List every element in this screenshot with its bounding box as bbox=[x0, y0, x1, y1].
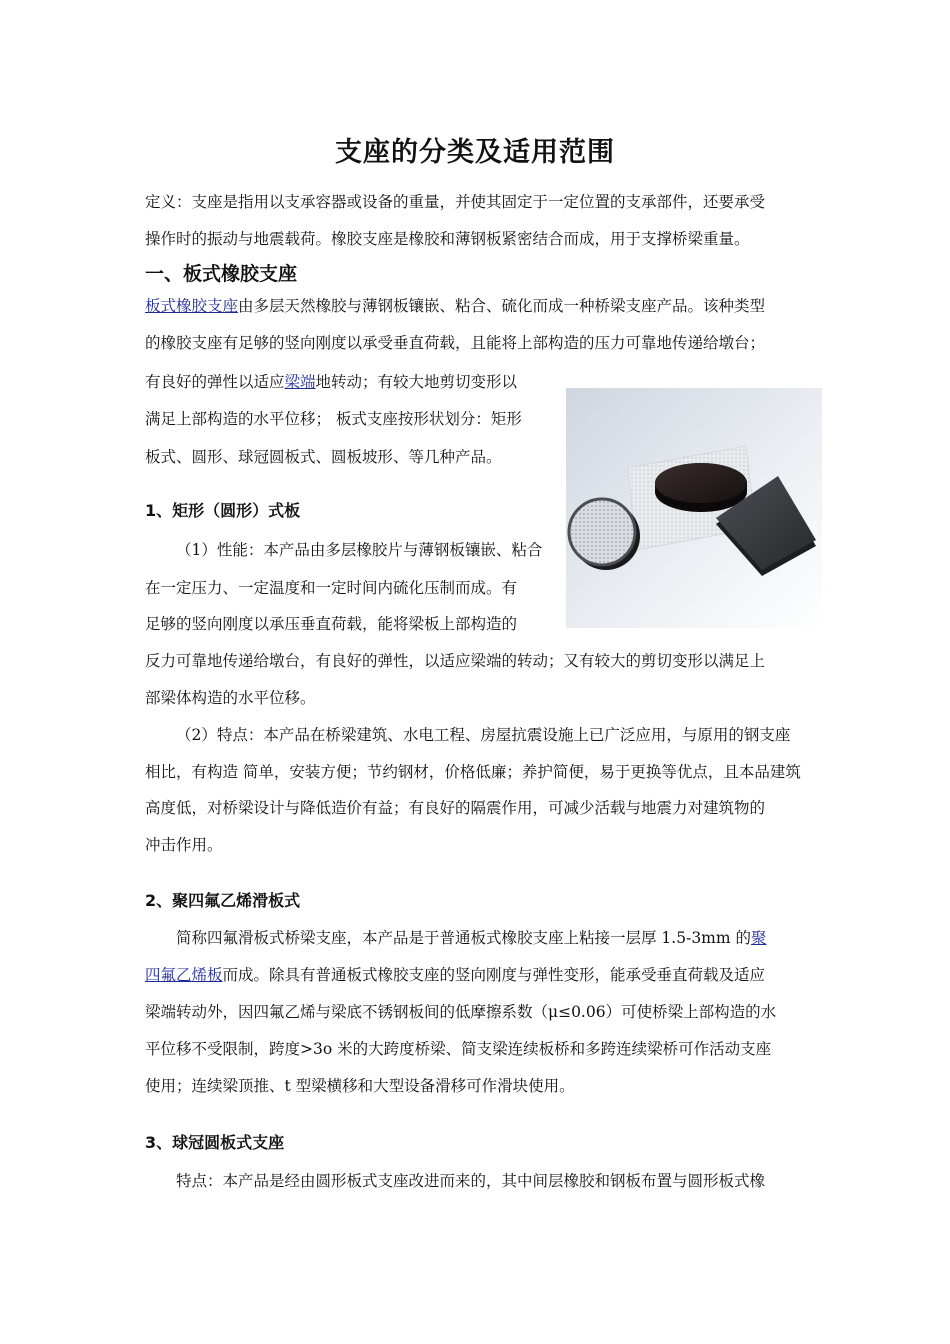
subsection-heading-1: 1、矩形（圆形）式板 bbox=[145, 501, 301, 520]
ptfe-line-4: 平位移不受限制，跨度>3o 米的大跨度桥梁、简支梁连续板桥和多跨连续梁桥可作活动支座 bbox=[145, 1040, 772, 1058]
section1-paragraph-line-2: 的橡胶支座有足够的竖向刚度以承受垂直荷载，且能将上部构造的压力可靠地传递给墩台； bbox=[145, 334, 766, 352]
definition-line-1: 定义：支座是指用以支承容器或设备的重量，并使其固定于一定位置的支承部件，还要承受 bbox=[145, 193, 766, 211]
ptfe-line-1 bbox=[145, 920, 809, 958]
feature-line-2: 相比，有构造 简单，安装方便；节约钢材，价格低廉；养护简便，易于更换等优点，且本品建筑 bbox=[145, 763, 801, 781]
ptfe-line-3: 梁端转动外，因四氟乙烯与梁底不锈钢板间的低摩擦系数（μ≤0.06）可使桥梁上部构造的水 bbox=[145, 1003, 777, 1021]
performance-line-5: 部梁体构造的水平位移。 bbox=[145, 689, 316, 707]
text-segment: 由多层天然橡胶与薄钢板镶嵌、粘合、硫化而成一种桥梁支座产品。该种类型 bbox=[238, 297, 766, 315]
performance-line-1: （1）性能：本产品由多层橡胶片与薄钢板镶嵌、粘合 bbox=[176, 541, 543, 559]
section1-paragraph-line-1 bbox=[145, 288, 809, 326]
link-beam-end[interactable]: 梁端 bbox=[284, 373, 316, 391]
text-segment: 而成。除具有普通板式橡胶支座的竖向刚度与弹性变形，能承受垂直荷载及适应 bbox=[222, 966, 766, 984]
definition-line-2: 操作时的振动与地震载荷。橡胶支座是橡胶和薄钢板紧密结合而成，用于支撑桥梁重量。 bbox=[145, 230, 750, 248]
section1-paragraph-line-5: 板式、圆形、球冠圆板式、圆板坡形、等几种产品。 bbox=[145, 448, 502, 466]
text-segment: 简称四氟滑板式桥梁支座，本产品是于普通板式橡胶支座上粘接一层厚 1.5-3mm 的 bbox=[176, 929, 752, 947]
rubber-bearings-photo bbox=[566, 388, 822, 628]
link-ptfe-plate[interactable]: 聚 bbox=[751, 929, 767, 947]
spherical-line-1: 特点：本产品是经由圆形板式支座改进而来的，其中间层橡胶和钢板布置与圆形板式橡 bbox=[176, 1172, 766, 1190]
page-title: 支座的分类及适用范围 bbox=[335, 137, 615, 168]
performance-line-3: 足够的竖向刚度以承压垂直荷载，能将梁板上部构造的 bbox=[145, 615, 518, 633]
text-segment: 地转动；有较大地剪切变形以 bbox=[315, 373, 518, 391]
link-ptfe-plate-continued[interactable]: 四氟乙烯板 bbox=[145, 966, 223, 984]
performance-line-2: 在一定压力、一定温度和一定时间内硫化压制而成。有 bbox=[145, 579, 518, 597]
feature-line-4: 冲击作用。 bbox=[145, 836, 223, 854]
feature-line-3: 高度低，对桥梁设计与降低造价有益；有良好的隔震作用，可减少活载与地震力对建筑物的 bbox=[145, 799, 766, 817]
text-segment: 有良好的弹性以适应 bbox=[145, 373, 285, 391]
section1-paragraph-line-3 bbox=[145, 364, 557, 402]
subsection-heading-3: 3、球冠圆板式支座 bbox=[145, 1133, 285, 1152]
subsection-heading-2: 2、聚四氟乙烯滑板式 bbox=[145, 891, 301, 910]
link-plate-rubber-bearing[interactable]: 板式橡胶支座 bbox=[145, 297, 239, 315]
ptfe-line-2 bbox=[145, 957, 809, 995]
section-heading-1: 一、板式橡胶支座 bbox=[145, 263, 298, 285]
section1-paragraph-line-4: 满足上部构造的水平位移； 板式支座按形状划分：矩形 bbox=[145, 410, 522, 428]
performance-line-4: 反力可靠地传递给墩台，有良好的弹性，以适应梁端的转动；又有较大的剪切变形以满足上 bbox=[145, 652, 766, 670]
ptfe-line-5: 使用；连续梁顶推、t 型梁横移和大型设备滑移可作滑块使用。 bbox=[145, 1077, 575, 1095]
feature-line-1: （2）特点：本产品在桥梁建筑、水电工程、房屋抗震设施上已广泛应用，与原用的钢支座 bbox=[176, 726, 791, 744]
